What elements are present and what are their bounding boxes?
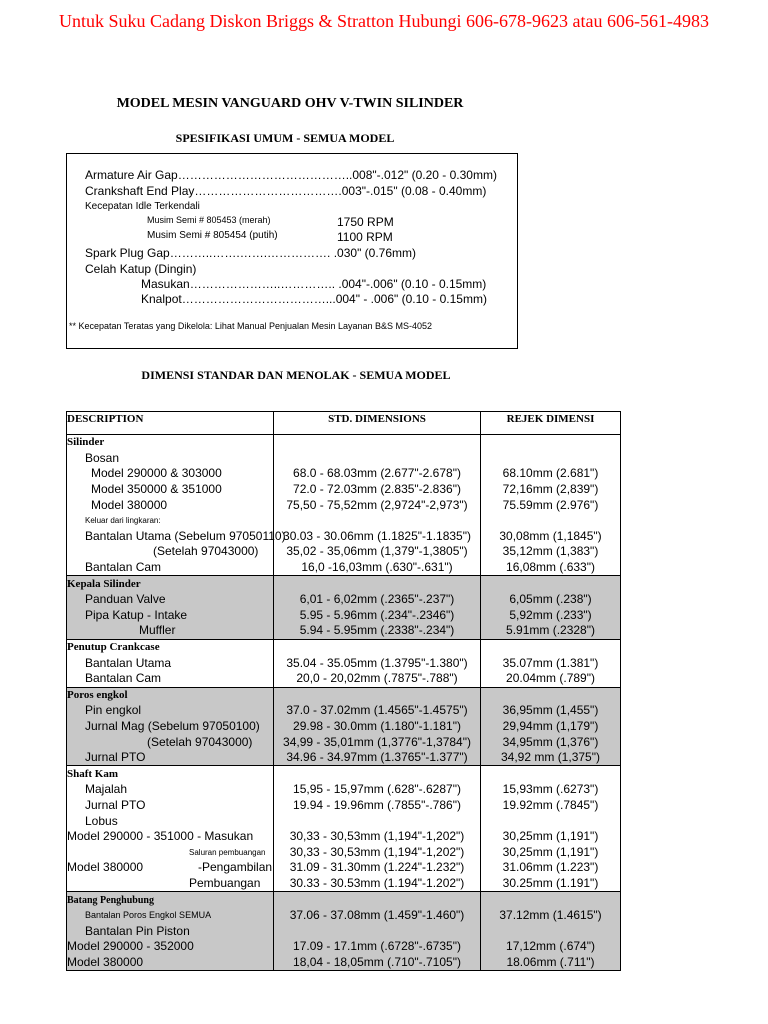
cell-std: 37.06 - 37.08mm (1.459"-1.460") bbox=[274, 908, 481, 924]
cell-reject bbox=[481, 687, 621, 703]
cell-desc: Muffler bbox=[67, 623, 274, 639]
table-row bbox=[67, 955, 621, 971]
section-penutup-crankcase: Penutup Crankcase bbox=[67, 639, 274, 655]
table-row bbox=[67, 923, 621, 939]
cell-std: 34.96 - 34.97mm (1.3765"-1.377") bbox=[274, 750, 481, 766]
spec-spring-white-label: Musim Semi # 805454 (putih) bbox=[147, 230, 278, 241]
spec-valve-clearance-label: Celah Katup (Dingin) bbox=[85, 262, 197, 276]
cell-desc: Model 290000 & 303000 bbox=[67, 466, 274, 482]
cell-desc: Jurnal PTO bbox=[67, 798, 274, 814]
cell-desc: Model 290000 - 352000 bbox=[67, 939, 274, 955]
cell-reject: 5.91mm (.2328") bbox=[481, 623, 621, 639]
cell-reject: 20.04mm (.789") bbox=[481, 671, 621, 687]
table-row bbox=[67, 908, 621, 924]
table-row bbox=[67, 750, 621, 766]
cell-reject: 30,08mm (1,1845") bbox=[481, 529, 621, 545]
cell-desc: Model 290000 - 351000 - Masukan bbox=[67, 829, 274, 845]
cell-reject: 34,95mm (1,376") bbox=[481, 734, 621, 750]
table-row bbox=[67, 451, 621, 467]
cell-reject: 36,95mm (1,455") bbox=[481, 703, 621, 719]
cell-reject: 72,16mm (2,839") bbox=[481, 482, 621, 498]
cell-reject: 34,92 mm (1,375") bbox=[481, 750, 621, 766]
cell-std: 15,95 - 15,97mm (.628"-.6287") bbox=[274, 782, 481, 798]
spec-idle-speed-label: Kecepatan Idle Terkendali bbox=[85, 201, 200, 212]
cell-std: 37.0 - 37.02mm (1.4565"-1.4575") bbox=[274, 703, 481, 719]
cell-desc: Bantalan Cam bbox=[67, 560, 274, 576]
cell-reject: 19.92mm (.7845") bbox=[481, 798, 621, 814]
spec-armature-air-gap: Armature Air Gap……………………………………..008"-.012" (0.20 - 0.30mm) bbox=[85, 168, 497, 182]
cell-desc: Bosan bbox=[67, 451, 274, 467]
cell-reject bbox=[481, 813, 621, 829]
spec-spring-red-value: 1750 RPM bbox=[337, 215, 394, 229]
cell-std: 30,33 - 30,53mm (1,194"-1,202") bbox=[274, 829, 481, 845]
page-subtitle: SPESIFIKASI UMUM - SEMUA MODEL bbox=[175, 131, 395, 145]
table-row bbox=[67, 513, 621, 529]
cell-std bbox=[274, 639, 481, 655]
cell-desc: (Setelah 97043000) bbox=[67, 734, 274, 750]
cell-desc: Bantalan Pin Piston bbox=[67, 923, 274, 939]
dimensions-title: DIMENSI STANDAR DAN MENOLAK - SEMUA MODEL bbox=[141, 368, 451, 382]
cell-reject bbox=[481, 639, 621, 655]
cell-desc: Pembuangan bbox=[67, 876, 274, 892]
cell-std: 30.33 - 30.53mm (1.194"-1.202") bbox=[274, 876, 481, 892]
cell-std: 35.04 - 35.05mm (1.3795"-1.380") bbox=[274, 655, 481, 671]
cell-desc: Bantalan Poros Engkol SEMUA bbox=[67, 908, 274, 924]
page-title: MODEL MESIN VANGUARD OHV V-TWIN SILINDER bbox=[116, 96, 464, 111]
cell-std bbox=[274, 923, 481, 939]
cell-std: 35,02 - 35,06mm (1,379"-1,3805") bbox=[274, 544, 481, 560]
cell-desc: Keluar dari lingkaran: bbox=[67, 513, 274, 529]
cell-desc: Panduan Valve bbox=[67, 592, 274, 608]
cell-reject: 30,25mm (1,191") bbox=[481, 844, 621, 860]
table-row bbox=[67, 860, 621, 876]
cell-std: 19.94 - 19.96mm (.7855"-.786") bbox=[274, 798, 481, 814]
cell-desc: Saluran pembuangan bbox=[67, 844, 274, 860]
cell-desc: (Setelah 97043000) bbox=[67, 544, 274, 560]
cell-std bbox=[274, 892, 481, 908]
cell-std: 68.0 - 68.03mm (2.677"-2.678") bbox=[274, 466, 481, 482]
table-row bbox=[67, 435, 621, 451]
cell-std: 30,33 - 30,53mm (1,194"-1,202") bbox=[274, 844, 481, 860]
table-row bbox=[67, 482, 621, 498]
cell-std bbox=[274, 513, 481, 529]
cell-std: 5.94 - 5.95mm (.2338"-.234") bbox=[274, 623, 481, 639]
dimensions-table bbox=[66, 411, 621, 971]
cell-desc: Lobus bbox=[67, 813, 274, 829]
cell-reject: 18.06mm (.711") bbox=[481, 955, 621, 971]
cell-std: 17.09 - 17.1mm (.6728"-.6735") bbox=[274, 939, 481, 955]
section-silinder: Silinder bbox=[67, 435, 274, 451]
table-row bbox=[67, 829, 621, 845]
table-row bbox=[67, 639, 621, 655]
table-row bbox=[67, 892, 621, 908]
table-row bbox=[67, 560, 621, 576]
cell-reject bbox=[481, 892, 621, 908]
table-row bbox=[67, 544, 621, 560]
cell-reject: 30,25mm (1,191") bbox=[481, 829, 621, 845]
cell-reject bbox=[481, 766, 621, 782]
table-row bbox=[67, 766, 621, 782]
header-description: DESCRIPTION bbox=[67, 412, 274, 435]
cell-desc: Model 380000 bbox=[67, 497, 274, 513]
cell-desc-model: Model 380000 bbox=[67, 860, 144, 875]
general-spec-box bbox=[66, 153, 518, 349]
table-header-row bbox=[67, 412, 621, 435]
cell-reject: 29,94mm (1,179") bbox=[481, 719, 621, 735]
section-kepala-silinder: Kepala Silinder bbox=[67, 576, 274, 592]
header-std-dimensions: STD. DIMENSIONS bbox=[274, 412, 481, 435]
cell-reject: 35.07mm (1.381") bbox=[481, 655, 621, 671]
cell-std: 34,99 - 35,01mm (1,3776"-1,3784") bbox=[274, 734, 481, 750]
table-row bbox=[67, 592, 621, 608]
table-row bbox=[67, 671, 621, 687]
cell-std: 20,0 - 20,02mm (.7875"-.788") bbox=[274, 671, 481, 687]
spec-spring-red-label: Musim Semi # 805453 (merah) bbox=[147, 215, 271, 225]
cell-desc-intake: -Pengambilan bbox=[198, 860, 273, 875]
spec-intake-clearance: Masukan…………………..………….. .004"-.006" (0.10 - 0.15mm) bbox=[141, 277, 487, 291]
spec-crankshaft-end-play: Crankshaft End Play……………………………….003"-.015" (0.08 - 0.40mm) bbox=[85, 184, 487, 198]
cell-std: 18,04 - 18,05mm (.710"-.7105") bbox=[274, 955, 481, 971]
spec-spark-plug-gap: Spark Plug Gap………..…….…….……………. .030" (0.76mm) bbox=[85, 246, 417, 260]
table-row bbox=[67, 813, 621, 829]
table-row bbox=[67, 623, 621, 639]
cell-std: 72.0 - 72.03mm (2.835"-2.836") bbox=[274, 482, 481, 498]
table-row bbox=[67, 655, 621, 671]
section-shaft-kam: Shaft Kam bbox=[67, 766, 274, 782]
cell-std: 5.95 - 5.96mm (.234"-.2346") bbox=[274, 608, 481, 624]
cell-std: 16,0 -16,03mm (.630"-.631") bbox=[274, 560, 481, 576]
cell-std bbox=[274, 451, 481, 467]
spec-note: ** Kecepatan Teratas yang Dikelola: Lihat Manual Penjualan Mesin Layanan B&S MS-4052 bbox=[69, 321, 433, 331]
table-row bbox=[67, 703, 621, 719]
spec-spring-white-value: 1100 RPM bbox=[337, 230, 393, 244]
table-row bbox=[67, 719, 621, 735]
table-row bbox=[67, 876, 621, 892]
table-row bbox=[67, 844, 621, 860]
cell-reject: 75.59mm (2.976") bbox=[481, 497, 621, 513]
cell-reject: 15,93mm (.6273") bbox=[481, 782, 621, 798]
header-reject-dimensions: REJEK DIMENSI bbox=[481, 412, 621, 435]
cell-desc: Majalah bbox=[67, 782, 274, 798]
cell-desc: Jurnal PTO bbox=[67, 750, 274, 766]
table-row bbox=[67, 939, 621, 955]
cell-std bbox=[274, 813, 481, 829]
cell-std bbox=[274, 687, 481, 703]
cell-reject: 5,92mm (.233") bbox=[481, 608, 621, 624]
cell-std: 29.98 - 30.0mm (1.180"-1.181") bbox=[274, 719, 481, 735]
cell-reject: 16,08mm (.633") bbox=[481, 560, 621, 576]
cell-reject bbox=[481, 451, 621, 467]
cell-desc: Bantalan Utama (Sebelum 97050110) bbox=[67, 529, 274, 545]
table-row bbox=[67, 782, 621, 798]
cell-reject: 30.25mm (1.191") bbox=[481, 876, 621, 892]
cell-reject: 68.10mm (2.681") bbox=[481, 466, 621, 482]
contact-banner: Untuk Suku Cadang Diskon Briggs & Stratton Hubungi 606-678-9623 atau 606-561-4983 bbox=[59, 11, 709, 31]
cell-desc: Pipa Katup - Intake bbox=[67, 608, 274, 624]
table-row bbox=[67, 608, 621, 624]
table-row bbox=[67, 734, 621, 750]
section-poros-engkol: Poros engkol bbox=[67, 687, 274, 703]
cell-std bbox=[274, 766, 481, 782]
cell-desc: Model 380000 bbox=[67, 955, 274, 971]
spec-exhaust-clearance: Knalpot………………………………...004" - .006" (0.10 - 0.15mm) bbox=[141, 292, 487, 306]
table-row bbox=[67, 466, 621, 482]
cell-std: 75,50 - 75,52mm (2,9724"-2,973") bbox=[274, 497, 481, 513]
cell-reject bbox=[481, 435, 621, 451]
table-row bbox=[67, 497, 621, 513]
cell-desc: Jurnal Mag (Sebelum 97050100) bbox=[67, 719, 274, 735]
table-row bbox=[67, 687, 621, 703]
cell-std: 6,01 - 6,02mm (.2365"-.237") bbox=[274, 592, 481, 608]
table-row bbox=[67, 798, 621, 814]
cell-reject bbox=[481, 923, 621, 939]
cell-reject: 31.06mm (1.223") bbox=[481, 860, 621, 876]
table-row bbox=[67, 576, 621, 592]
cell-reject: 6,05mm (.238") bbox=[481, 592, 621, 608]
cell-desc: Pin engkol bbox=[67, 703, 274, 719]
section-batang-penghubung: Batang Penghubung bbox=[67, 892, 274, 908]
cell-reject bbox=[481, 513, 621, 529]
cell-desc: Bantalan Utama bbox=[67, 655, 274, 671]
cell-desc bbox=[67, 860, 274, 876]
cell-std bbox=[274, 435, 481, 451]
cell-std: 31.09 - 31.30mm (1.224"-1.232") bbox=[274, 860, 481, 876]
cell-reject bbox=[481, 576, 621, 592]
cell-reject: 35,12mm (1,383") bbox=[481, 544, 621, 560]
cell-std: 30.03 - 30.06mm (1.1825"-1.1835") bbox=[274, 529, 481, 545]
cell-desc: Bantalan Cam bbox=[67, 671, 274, 687]
cell-desc: Model 350000 & 351000 bbox=[67, 482, 274, 498]
table-row bbox=[67, 529, 621, 545]
cell-std bbox=[274, 576, 481, 592]
cell-reject: 37.12mm (1.4615") bbox=[481, 908, 621, 924]
cell-reject: 17,12mm (.674") bbox=[481, 939, 621, 955]
